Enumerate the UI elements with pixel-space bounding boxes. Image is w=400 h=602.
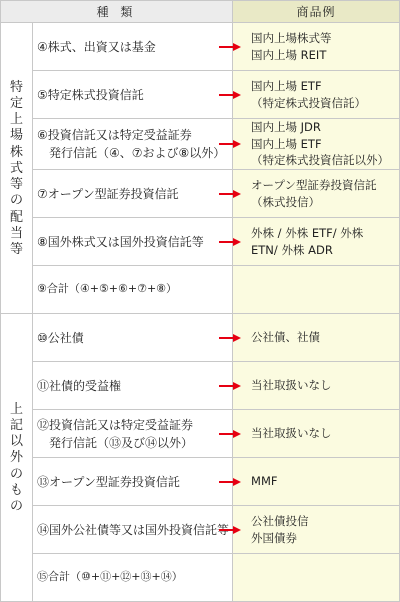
product-example-cell: [233, 266, 400, 314]
product-example-text: 国内上場 ETF: [251, 136, 322, 151]
product-example-text: 当社取扱いなし: [251, 426, 332, 441]
table-row: [1, 362, 400, 410]
type-text: ⑦オープン型証券投資信託: [37, 186, 179, 201]
table-row: [1, 23, 400, 71]
type-column-header: 種 類: [1, 1, 233, 23]
right-arrow-icon: [219, 526, 241, 534]
product-example-cell: [233, 362, 400, 410]
product-example-cell: [233, 71, 400, 119]
type-cell: [33, 506, 233, 554]
type-cell: [33, 410, 233, 458]
type-text: ⑮合計（⑩+⑪+⑫+⑬+⑭）: [37, 570, 183, 584]
product-example-cell: [233, 23, 400, 71]
product-example-cell: [233, 554, 400, 602]
type-cell: [33, 71, 233, 119]
right-arrow-icon: [219, 190, 241, 198]
type-text: ⑩公社債: [37, 330, 84, 345]
type-text: ⑭国外公社債等又は国外投資信託等: [37, 522, 230, 537]
type-cell: [33, 170, 233, 218]
table-row: [1, 71, 400, 119]
right-arrow-icon: [219, 91, 241, 99]
product-example-text: 国内上場 REIT: [251, 47, 327, 62]
right-arrow-icon: [219, 430, 241, 438]
product-example-text: 外株 / 外株 ETF/ 外株: [251, 225, 364, 240]
type-cell: [33, 458, 233, 506]
product-example-cell: [233, 314, 400, 362]
table-row: [1, 119, 400, 170]
product-example-text: 公社債投信: [251, 513, 309, 528]
type-text: 発行信託（⑬及び⑭以外）: [49, 435, 194, 450]
product-example-text: （特定株式投資信託以外）: [251, 153, 390, 168]
type-text: 発行信託（④、⑦および⑧以外）: [49, 146, 226, 160]
type-text: ⑫投資信託又は特定受益証券: [37, 417, 194, 432]
table-row: [1, 266, 400, 314]
type-text: ④株式、出資又は基金: [37, 39, 156, 54]
type-cell: [33, 314, 233, 362]
table-body: [1, 23, 400, 602]
table-row: [1, 506, 400, 554]
table-row: [1, 410, 400, 458]
type-text: ⑧国外株式又は国外投資信託等: [37, 234, 204, 249]
product-example-text: MMF: [251, 474, 278, 489]
product-example-text: 国内上場 ETF: [251, 78, 322, 93]
type-cell: [33, 362, 233, 410]
type-text: ⑥投資信託又は特定受益証券: [37, 128, 192, 142]
other-dividends-category-label: [1, 314, 33, 602]
type-cell: [33, 23, 233, 71]
type-cell: [33, 218, 233, 266]
right-arrow-icon: [219, 43, 241, 51]
product-example-cell: [233, 458, 400, 506]
type-cell: [33, 119, 233, 170]
right-arrow-icon: [219, 478, 241, 486]
table-row: [1, 314, 400, 362]
category-label-text: 特定上場株式等の配当等: [9, 79, 23, 258]
product-example-cell: [233, 506, 400, 554]
type-text: ⑤特定株式投資信託: [37, 87, 144, 102]
type-cell: [33, 266, 233, 314]
product-example-cell: [233, 218, 400, 266]
right-arrow-icon: [219, 334, 241, 342]
product-column-header: 商品例: [233, 1, 400, 23]
product-example-text: 国内上場株式等: [251, 30, 332, 45]
product-example-text: 公社債、社債: [251, 330, 321, 345]
type-cell: [33, 554, 233, 602]
table-row: [1, 554, 400, 602]
type-text: ⑬オープン型証券投資信託: [37, 474, 180, 489]
product-example-text: （株式投信）: [251, 194, 321, 209]
type-text: ⑨合計（④+⑤+⑥+⑦+⑧）: [37, 282, 178, 296]
header-row: [1, 1, 400, 23]
product-example-text: ETN/ 外株 ADR: [251, 242, 333, 257]
product-example-cell: [233, 170, 400, 218]
product-example-cell: [233, 119, 400, 170]
product-example-text: 当社取扱いなし: [251, 378, 332, 393]
right-arrow-icon: [219, 140, 241, 148]
product-example-text: 国内上場 JDR: [251, 120, 321, 134]
product-example-text: （特定株式投資信託）: [251, 95, 367, 110]
table-row: [1, 458, 400, 506]
product-example-cell: [233, 410, 400, 458]
table-row: [1, 218, 400, 266]
product-example-text: オープン型証券投資信託: [251, 177, 377, 192]
table-row: [1, 170, 400, 218]
right-arrow-icon: [219, 382, 241, 390]
right-arrow-icon: [219, 238, 241, 246]
type-text: ⑪社債的受益権: [37, 378, 122, 393]
product-example-text: 外国債券: [251, 530, 298, 545]
category-label-text: 上記以外のもの: [9, 401, 23, 515]
specific-listed-stock-dividends-category-label: [1, 23, 33, 314]
